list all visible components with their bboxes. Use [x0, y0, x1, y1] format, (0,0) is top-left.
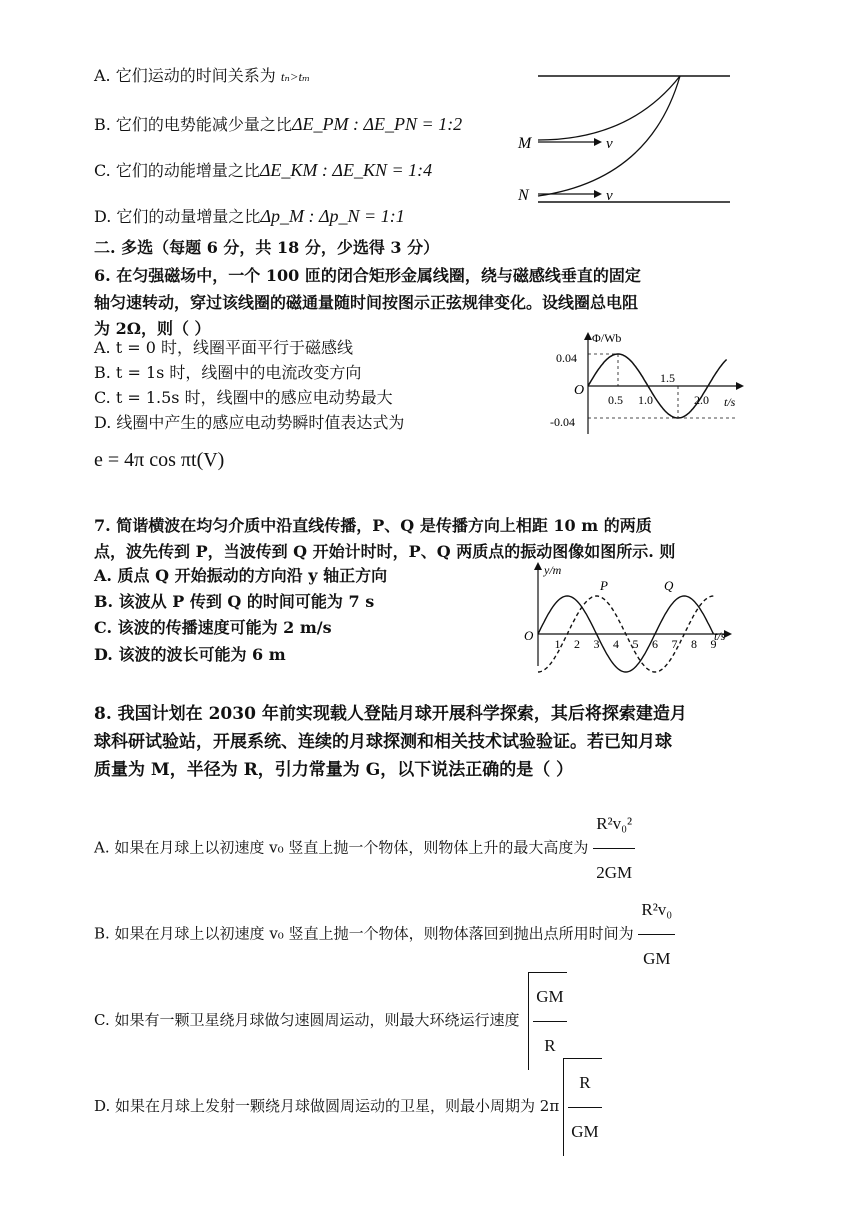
q7-label-P: P [600, 578, 608, 593]
q8-option-c: C. 如果有一颗卫星绕月球做匀速圆周运动，则最大环绕运行速度 $\frac{GM}{R}$ [94, 972, 567, 1070]
q7-vibration-chart [518, 560, 738, 670]
q6-option-b: B. t = 1s 时，线圈中的电流改变方向 [94, 363, 362, 382]
label-N: N [518, 187, 529, 204]
q6-ylabel: Φ/Wb [592, 331, 622, 345]
q7-origin: O [524, 628, 534, 643]
q7-tick-label: 8 [691, 637, 697, 651]
q6-ymin-label: -0.04 [550, 415, 575, 429]
q8-option-d: D. 如果在月球上发射一颗绕月球做圆周运动的卫星，则最小周期为 2π $\frac{R}{GM}$ [94, 1058, 602, 1156]
q7-option-a: A. 质点 Q 开始振动的方向沿 y 轴正方向 [94, 566, 388, 585]
q6-tick-05: 0.5 [608, 393, 623, 407]
q6-formula: e = 4π cos πt(V) [94, 449, 225, 471]
q7-ylabel: y/m [544, 563, 562, 577]
label-v1: v [606, 136, 613, 152]
q8-stem-1: 8. 我国计划在 2030 年前实现载人登陆月球开展科学探索，其后将探索建造月 [94, 704, 687, 724]
q5-option-b: B. 它们的电势能减少量之比ΔE_PM : ΔE_PN = 1:2 [94, 114, 463, 134]
q5-option-a: A. 它们运动的时间关系为 tₙ>tₘ [94, 66, 311, 85]
q8-stem-3: 质量为 M，半径为 R，引力常量为 G，以下说法正确的是（ ） [94, 760, 574, 780]
q6-stem-3: 为 2Ω，则（ ） [94, 319, 211, 338]
q6-tick-20: 2.0 [694, 393, 709, 407]
q7-tick-label: 2 [574, 637, 580, 651]
q8-stem-2: 球科研试验站，开展系统、连续的月球探测和相关技术试验验证。若已知月球 [94, 732, 672, 752]
q7-tick-label: 1 [554, 637, 561, 651]
q6-xlabel: t/s [724, 395, 736, 409]
q6-option-a: A. t = 0 时，线圈平面平行于磁感线 [94, 338, 354, 357]
q5-figure [510, 60, 740, 220]
q8-b-fraction: $\frac{\text{R²v₀}}{GM}$ [638, 886, 675, 983]
q8-d-sqrt: $\frac{R}{GM}$ [563, 1058, 601, 1156]
q6-tick-15: 1.5 [660, 371, 675, 385]
q7-tick-label: 6 [652, 637, 658, 651]
q8-c-sqrt: $\frac{GM}{R}$ [528, 972, 566, 1070]
q6-option-c: C. t = 1.5s 时，线圈中的感应电动势最大 [94, 388, 393, 407]
label-v2: v [606, 188, 613, 204]
q7-tick-label: 7 [671, 637, 678, 651]
q7-tick-label: 9 [710, 637, 717, 651]
q7-label-Q: Q [664, 578, 674, 593]
q7-tick-label: 3 [593, 637, 600, 651]
q8-option-a: A. 如果在月球上以初速度 v₀ 竖直上抛一个物体，则物体上升的最大高度为 $\frac{\text{R²v₀²}}{2GM}$ [94, 800, 635, 897]
q7-xlabel: t/s [714, 629, 726, 643]
q6-flux-chart [552, 330, 752, 440]
q5-option-d: D. 它们的动量增量之比Δp_M : Δp_N = 1:1 [94, 206, 405, 226]
q6-tick-10: 1.0 [638, 393, 653, 407]
q6-origin: O [574, 383, 585, 398]
q7-option-b: B. 该波从 P 传到 Q 的时间可能为 7 s [94, 592, 375, 611]
q8-option-b: B. 如果在月球上以初速度 v₀ 竖直上抛一个物体，则物体落回到抛出点所用时间为 $\frac{\text{R²v₀}}{GM}$ [94, 886, 675, 983]
q7-stem-2: 点，波先传到 P，当波传到 Q 开始计时时，P、Q 两质点的振动图像如图所示. 则 [94, 542, 676, 561]
q7-option-c: C. 该波的传播速度可能为 2 m/s [94, 618, 332, 637]
q6-ymax-label: 0.04 [556, 351, 577, 365]
q6-stem-2: 轴匀速转动，穿过该线圈的磁通量随时间按图示正弦规律变化。设线圈总电阻 [94, 293, 639, 312]
q7-option-d: D. 该波的波长可能为 6 m [94, 645, 286, 664]
q6-stem-1: 6. 在匀强磁场中，一个 100 匝的闭合矩形金属线圈，绕与磁感线垂直的固定 [94, 266, 641, 285]
q7-tick-label: 5 [632, 637, 639, 651]
q7-tick-label: 4 [613, 637, 619, 651]
q5-option-c: C. 它们的动能增量之比ΔE_KM : ΔE_KN = 1:4 [94, 160, 433, 180]
q7-stem-1: 7. 简谐横波在均匀介质中沿直线传播，P、Q 是传播方向上相距 10 m 的两质 [94, 516, 652, 535]
q8-a-fraction: $\frac{\text{R²v₀²}}{2GM}$ [593, 800, 635, 897]
section-2-heading: 二. 多选（每题 6 分，共 18 分，少选得 3 分） [94, 238, 440, 257]
label-M: M [518, 135, 532, 152]
q6-option-d: D. 线圈中产生的感应电动势瞬时值表达式为 [94, 413, 405, 432]
